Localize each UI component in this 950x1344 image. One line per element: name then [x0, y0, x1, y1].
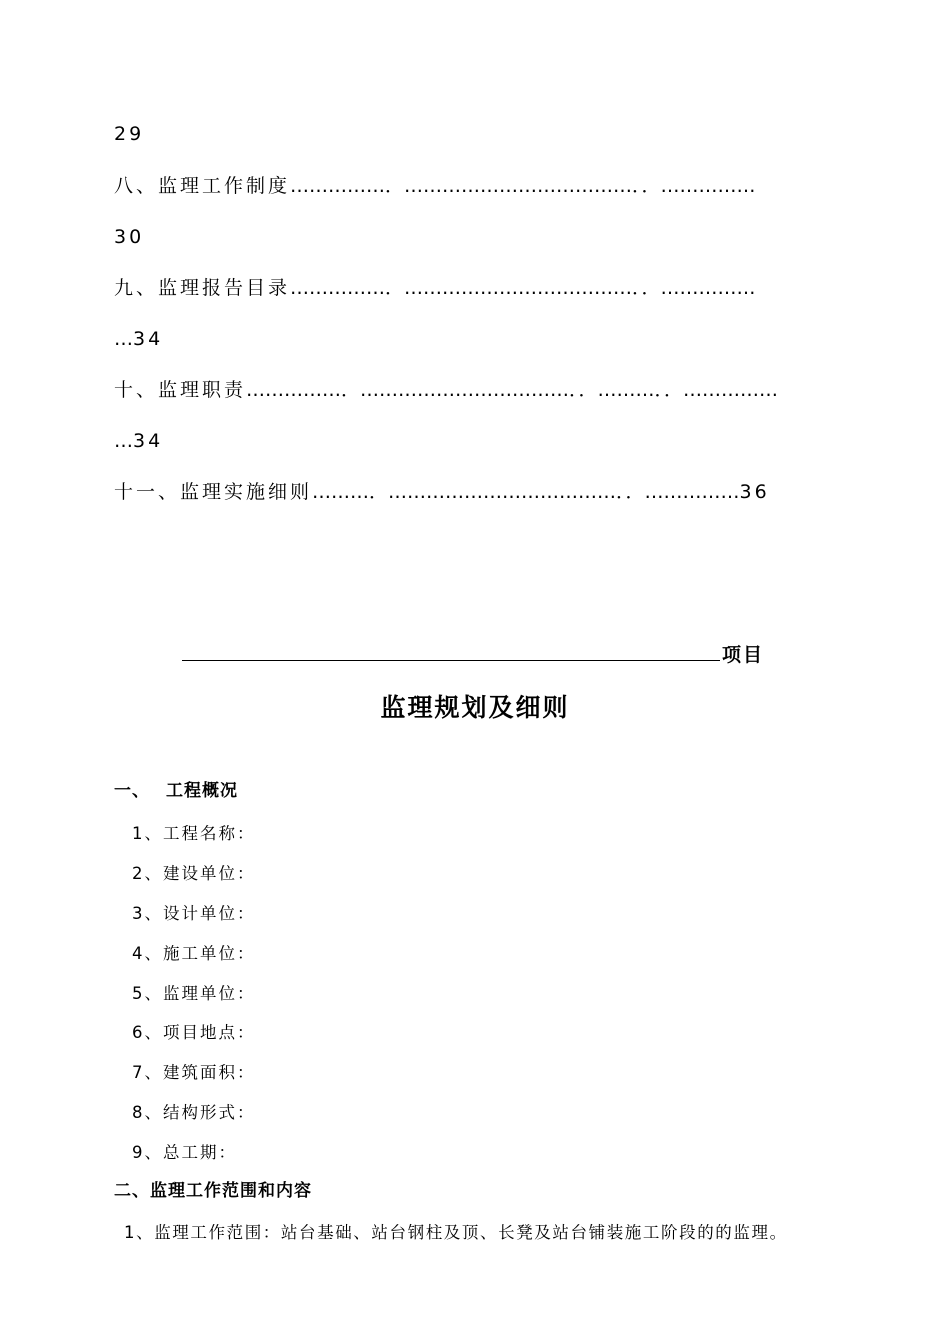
toc-page: 29	[114, 123, 145, 145]
toc-line	[114, 429, 163, 453]
toc-line	[114, 225, 144, 249]
list-item: 5、监理单位：	[132, 984, 256, 1003]
list-item: 7、建筑面积：	[132, 1063, 256, 1082]
toc-line	[114, 276, 756, 300]
list-item: 6、项目地点：	[132, 1023, 256, 1042]
document-title: 监理规划及细则	[380, 693, 570, 722]
list-item: 8、结构形式：	[132, 1103, 256, 1122]
project-suffix: 项目	[722, 644, 765, 666]
toc-label: 十一、监理实施细则	[114, 481, 313, 503]
toc-line	[114, 122, 144, 146]
list-item: 3、设计单位：	[132, 904, 256, 923]
toc-page: 36	[739, 481, 770, 503]
section-number: 一、	[114, 781, 150, 801]
project-name-blank-line	[182, 660, 720, 661]
toc-line	[114, 480, 770, 504]
toc-dots: …	[114, 430, 133, 452]
list-item: 1、工程名称：	[132, 824, 256, 843]
toc-dots: ………．………………………………．．……………	[312, 481, 740, 503]
toc-dots: ……………．……………………………．．………．．……………	[246, 379, 779, 401]
toc-page: 30	[114, 226, 145, 248]
section-heading: 二、监理工作范围和内容	[114, 1181, 312, 1201]
toc-label: 八、监理工作制度	[114, 175, 291, 197]
toc-label: 九、监理报告目录	[114, 277, 291, 299]
toc-dots: …	[114, 328, 133, 350]
toc-line	[114, 327, 163, 351]
project-name-row	[182, 640, 772, 664]
list-item: 9、总工期：	[132, 1143, 237, 1162]
toc-dots: ……………．………………………………．．……………	[290, 277, 756, 299]
toc-page: 34	[133, 328, 164, 350]
toc-line	[114, 378, 778, 402]
toc-label: 十、监理职责	[114, 379, 247, 401]
toc-page: 34	[133, 430, 164, 452]
section-title: 工程概况	[166, 781, 238, 801]
toc-line	[114, 174, 756, 198]
list-item: 2、建设单位：	[132, 864, 256, 883]
list-item: 4、施工单位：	[132, 944, 256, 963]
paragraph: 1、监理工作范围：站台基础、站台钢柱及顶、长凳及站台铺装施工阶段的的监理。	[124, 1223, 788, 1242]
toc-dots: ……………．………………………………．．……………	[290, 175, 756, 197]
section-heading	[114, 779, 238, 803]
